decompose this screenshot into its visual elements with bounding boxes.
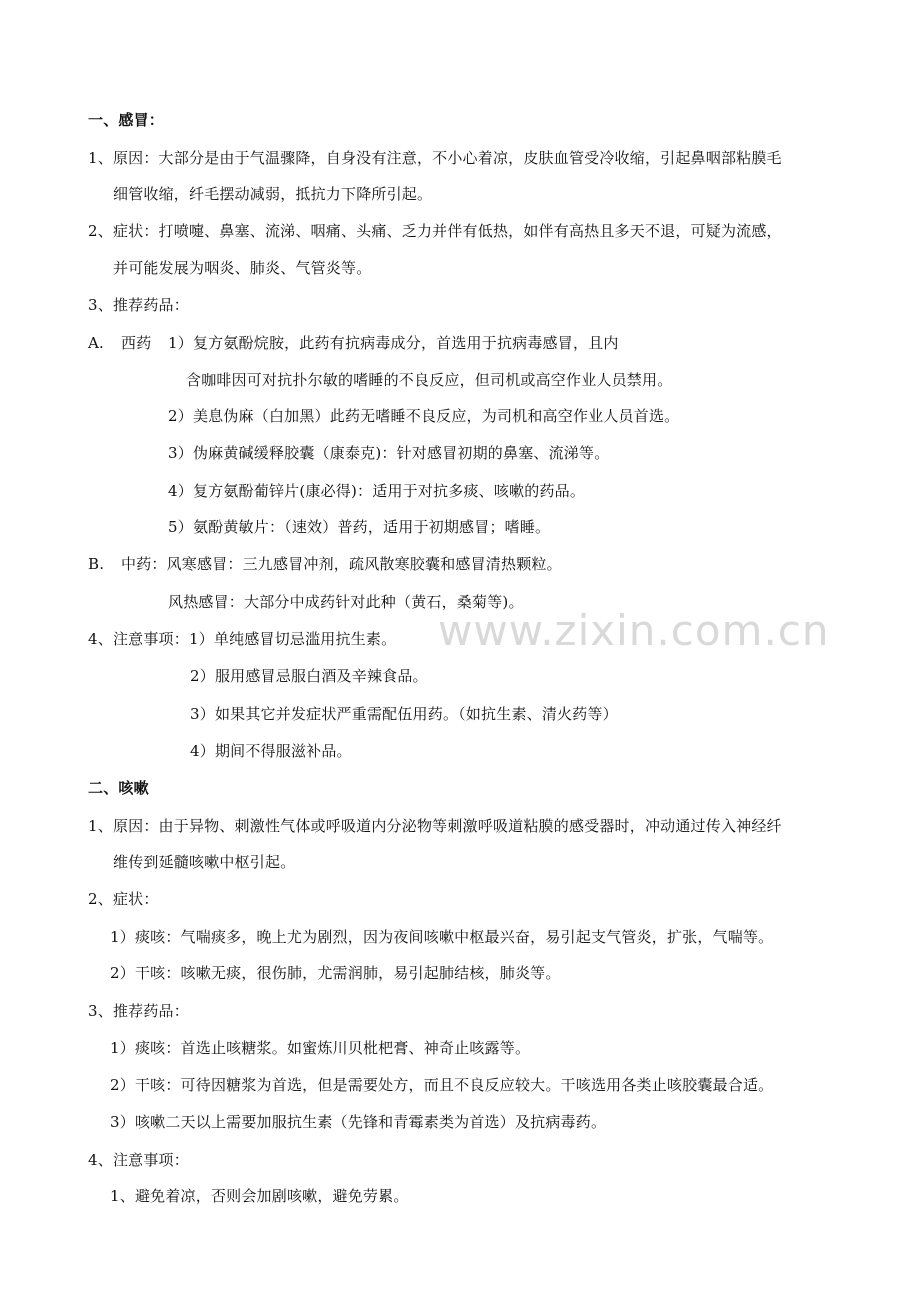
western-drug-1-line-2: 含咖啡因可对抗扑尔敏的嗜睡的不良反应，但司机或高空作业人员禁用。 — [186, 371, 673, 389]
cold-note-2: 2）服用感冒忌服白酒及辛辣食品。 — [190, 667, 428, 685]
cold-note-4: 4）期间不得服滋补品。 — [190, 742, 352, 760]
cough-notes-heading: 4、注意事项： — [88, 1151, 189, 1169]
cough-drugs-heading: 3、推荐药品： — [88, 1002, 189, 1020]
western-drug-4: 4）复方氨酚葡锌片(康必得)：适用于对抗多痰、咳嗽的药品。 — [168, 482, 586, 500]
section-1-title: 一、感冒： — [88, 111, 165, 129]
cold-note-3: 3）如果其它并发症状严重需配伍用药。（如抗生素、清火药等） — [190, 705, 618, 723]
chinese-label: B. — [88, 555, 105, 573]
cold-drugs-heading: 3、推荐药品： — [88, 296, 189, 314]
western-drug-2: 2）美息伪麻（白加黑）此药无嗜睡不良反应，为司机和高空作业人员首选。 — [168, 407, 680, 425]
cough-drug-2: 2）干咳：可待因糖浆为首选，但是需要处方，而且不良反应较大。干咳选用各类止咳胶囊最合适。 — [110, 1076, 774, 1094]
chinese-drug-wind-cold: 中药：风寒感冒：三九感冒冲剂，疏风散寒胶囊和感冒清热颗粒。 — [121, 555, 562, 573]
cough-drug-1: 1）痰咳：首选止咳糖浆。如蜜炼川贝枇杷膏、神奇止咳露等。 — [110, 1039, 531, 1057]
cold-symptom-line-2: 并可能发展为咽炎、肺炎、气管炎等。 — [113, 259, 372, 277]
western-drug-5: 5）氨酚黄敏片：（速效）普药，适用于初期感冒；嗜睡。 — [168, 518, 551, 536]
western-drug-3: 3）伪麻黄碱缓释胶囊（康泰克)：针对感冒初期的鼻塞、流涕等。 — [168, 444, 610, 462]
western-label: A. — [88, 334, 105, 352]
western-category: 西药 — [121, 334, 152, 352]
cold-cause-line-2: 细管收缩，纤毛摆动减弱，抵抗力下降所引起。 — [113, 185, 433, 203]
chinese-drug-wind-heat: 风热感冒：大部分中成药针对此种（黄石，桑菊等)。 — [168, 593, 524, 611]
cough-drug-3: 3）咳嗽二天以上需要加服抗生素（先锋和青霉素类为首选）及抗病毒药。 — [110, 1113, 607, 1131]
cough-note-1: 1、避免着凉，否则会加剧咳嗽，避免劳累。 — [110, 1187, 409, 1205]
watermark: www.zixin.com.cn — [438, 606, 830, 655]
cold-note-1: 4、注意事项：1）单纯感冒切忌滥用抗生素。 — [88, 630, 397, 648]
cold-cause-line-1: 1、原因：大部分是由于气温骤降，自身没有注意，不小心着凉，皮肤血管受冷收缩，引起鼻咽部粘膜毛 — [88, 149, 782, 167]
cough-symptom-2: 2）干咳：咳嗽无痰，很伤肺，尤需润肺，易引起肺结核，肺炎等。 — [110, 964, 561, 982]
section-2-title: 二、咳嗽 — [88, 779, 149, 797]
cough-symptom-1: 1）痰咳：气喘痰多，晚上尤为剧烈，因为夜间咳嗽中枢最兴奋，易引起支气管炎，扩张，气喘等。 — [110, 928, 774, 946]
cough-cause-line-2: 维传到延髓咳嗽中枢引起。 — [113, 853, 296, 871]
western-drug-1-line-1: 1）复方氨酚烷胺，此药有抗病毒成分，首选用于抗病毒感冒，且内 — [168, 334, 619, 352]
cold-symptom-line-1: 2、症状：打喷嚏、鼻塞、流涕、咽痛、头痛、乏力并伴有低热，如伴有高热且多天不退，可疑为流感， — [88, 222, 782, 240]
cough-symptom-heading: 2、症状： — [88, 890, 159, 908]
cough-cause-line-1: 1、原因：由于异物、刺激性气体或呼吸道内分泌物等刺激呼吸道粘膜的感受器时，冲动通过传入神经纤 — [88, 817, 782, 835]
